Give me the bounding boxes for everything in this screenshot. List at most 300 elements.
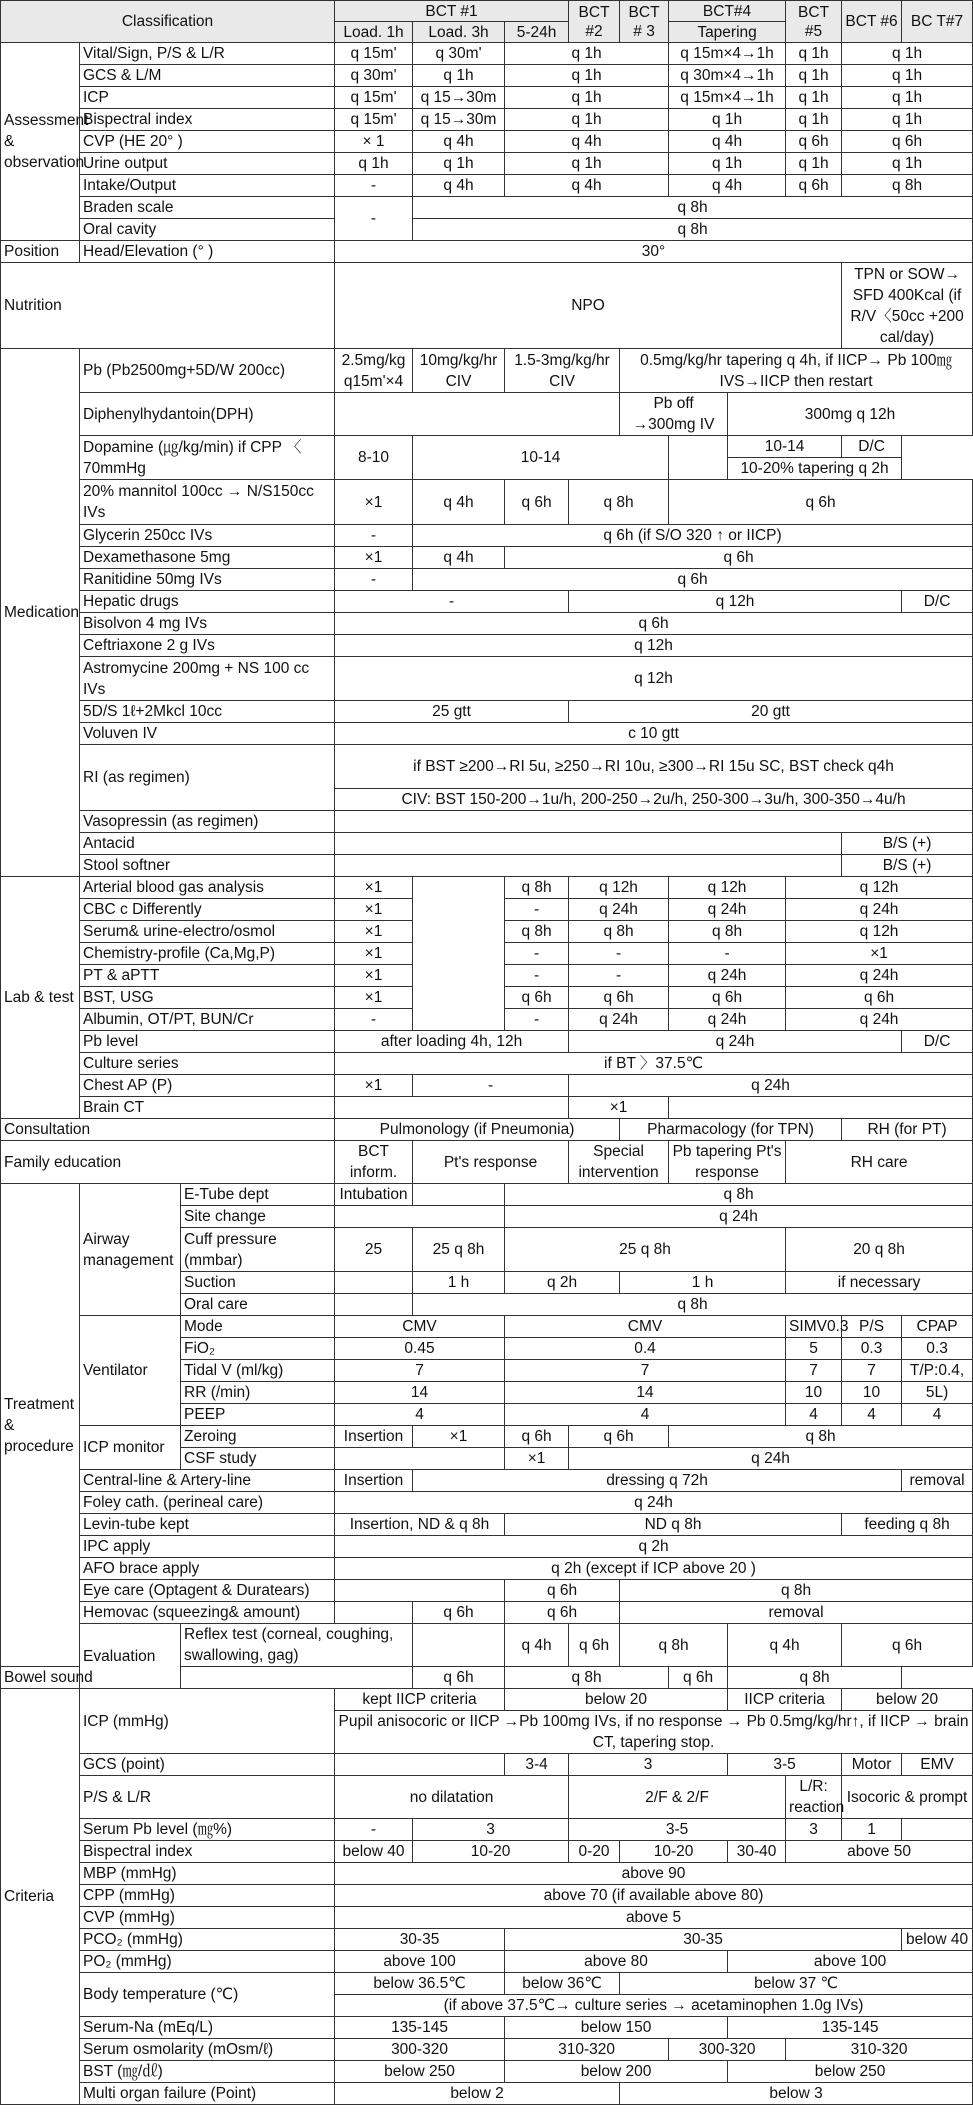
table-row <box>1 1863 973 1885</box>
value-cell: q 8h <box>620 1580 973 1602</box>
table-row <box>1 723 973 745</box>
value-cell: - <box>335 569 413 591</box>
value-cell: below 20 <box>505 1689 728 1711</box>
value-cell: 10-14 <box>413 436 669 480</box>
value-cell: 0.5mg/kg/hr tapering q 4h, if IICP→ Pb 100㎎ IVS→IICP then restart <box>620 349 973 393</box>
value-cell: D/C <box>842 436 902 458</box>
value-cell: q 4h <box>669 131 786 153</box>
value-cell: q 8h <box>413 219 973 241</box>
section-label: Lab & test <box>1 877 80 1119</box>
value-cell: 3 <box>786 1819 842 1841</box>
table-row <box>1 1841 973 1863</box>
value-cell <box>413 877 505 1031</box>
table-row <box>1 1470 973 1492</box>
value-cell <box>335 811 973 833</box>
value-cell: Motor <box>842 1754 902 1776</box>
table-row <box>1 1580 973 1602</box>
table-row <box>1 613 973 635</box>
table-row <box>1 197 973 219</box>
value-cell: c 10 gtt <box>335 723 973 745</box>
header-bct3: BCT # 3 <box>620 1 669 43</box>
row-label: Pb level <box>80 1031 335 1053</box>
value-cell: q 24h <box>335 1492 973 1514</box>
value-cell: 5 <box>786 1338 842 1360</box>
row-label: Astromycine 200mg + NS 100 cc IVs <box>80 657 335 701</box>
value-cell: above 80 <box>505 1951 728 1973</box>
value-cell: q 1h <box>842 153 973 175</box>
value-cell: Pulmonology (if Pneumonia) <box>335 1119 620 1141</box>
row-label: Suction <box>181 1272 335 1294</box>
value-cell: q 24h <box>505 1206 973 1228</box>
value-cell: q 1h <box>786 43 842 65</box>
value-cell: 0.3 <box>902 1338 973 1360</box>
section-label: Family education <box>1 1141 335 1184</box>
value-cell: q 4h <box>505 175 669 197</box>
table-row <box>1 1754 973 1776</box>
value-cell: q 1h <box>505 65 669 87</box>
row-label: Body temperature (℃) <box>80 1973 335 2017</box>
value-cell: q 15→30m <box>413 87 505 109</box>
value-cell: q 4h <box>413 547 505 569</box>
value-cell: - <box>335 525 413 547</box>
row-label: Ranitidine 50mg IVs <box>80 569 335 591</box>
value-cell: 310-320 <box>505 2039 669 2061</box>
row-label: IPC apply <box>80 1536 335 1558</box>
row-label: 20% mannitol 100cc → N/S150cc IVs <box>80 480 335 525</box>
value-cell: q 2h <box>335 1536 973 1558</box>
header-bct1: BCT #1 <box>335 1 569 22</box>
value-cell: - <box>569 943 669 965</box>
value-cell: EMV <box>902 1754 973 1776</box>
value-cell <box>335 1602 413 1624</box>
value-cell: q 6h <box>505 987 569 1009</box>
row-label: PT & aPTT <box>80 965 335 987</box>
value-cell: - <box>413 1075 569 1097</box>
value-cell: 7 <box>786 1360 842 1382</box>
value-cell: L/R: reaction <box>786 1776 842 1819</box>
value-cell: BCT inform. <box>335 1141 413 1184</box>
value-cell: q 6h <box>505 480 569 525</box>
row-label: ICP <box>80 87 335 109</box>
header-tapering: Tapering <box>669 22 786 43</box>
row-label: Vital/Sign, P/S & L/R <box>80 43 335 65</box>
value-cell: q 1h <box>335 153 413 175</box>
value-cell: after loading 4h, 12h <box>335 1031 569 1053</box>
value-cell: 7 <box>335 1360 505 1382</box>
value-cell: - <box>505 965 569 987</box>
table-row <box>1 1141 973 1184</box>
value-cell: if necessary <box>786 1272 973 1294</box>
row-label: PCO₂ (mmHg) <box>80 1929 335 1951</box>
header-bct4: BCT#4 <box>669 1 786 22</box>
table-row <box>1 591 973 613</box>
table-row <box>1 393 973 436</box>
value-cell: q 6h <box>505 1426 569 1448</box>
table-row <box>1 219 973 241</box>
value-cell: RH (for PT) <box>842 1119 973 1141</box>
row-label: CVP (HE 20° ) <box>80 131 335 153</box>
row-label: CPP (mmHg) <box>80 1885 335 1907</box>
table-row <box>1 1558 973 1580</box>
value-cell: D/C <box>902 591 973 613</box>
value-cell: q 12h <box>669 877 786 899</box>
table-row <box>1 241 973 263</box>
value-cell: q 1h <box>786 65 842 87</box>
value-cell: CMV <box>335 1316 505 1338</box>
value-cell: q 8h <box>505 877 569 899</box>
table-row <box>1 1624 973 1667</box>
row-label: BST, USG <box>80 987 335 1009</box>
value-cell <box>335 855 842 877</box>
value-cell: q 24h <box>569 1009 669 1031</box>
row-label: Brain CT <box>80 1097 335 1119</box>
value-cell: kept IICP criteria <box>335 1689 505 1711</box>
table-row <box>1 547 973 569</box>
value-cell: q 15→30m <box>413 109 505 131</box>
section-label: Criteria <box>1 1689 80 2105</box>
value-cell: q 1h <box>786 109 842 131</box>
header-bct7: BC T#7 <box>902 1 973 43</box>
table-row <box>1 1689 973 1711</box>
value-cell: q 8h <box>413 197 973 219</box>
table-row <box>1 1602 973 1624</box>
value-cell: (if above 37.5℃→ culture series → acetaminophen 1.0g IVs) <box>335 1995 973 2017</box>
row-label: Chemistry-profile (Ca,Mg,P) <box>80 943 335 965</box>
value-cell: q 24h <box>786 1009 973 1031</box>
group-label: Airway management <box>80 1184 181 1316</box>
value-cell: ×1 <box>335 921 413 943</box>
value-cell: - <box>335 197 413 241</box>
value-cell: CMV <box>505 1316 786 1338</box>
value-cell: removal <box>620 1602 973 1624</box>
value-cell: ×1 <box>505 1448 569 1470</box>
section-label: Assessment & observation <box>1 43 80 241</box>
value-cell: ×1 <box>786 943 973 965</box>
value-cell: below 2 <box>335 2083 620 2105</box>
value-cell: feeding q 8h <box>842 1514 973 1536</box>
row-label: BST (㎎/㎗) <box>80 2061 335 2083</box>
value-cell: 25 q 8h <box>505 1228 786 1272</box>
row-label: Bowel sound <box>1 1667 181 1689</box>
value-cell: q 15m' <box>335 43 413 65</box>
value-cell: q 6h <box>505 547 973 569</box>
value-cell: q 1h <box>842 65 973 87</box>
header-bct5: BCT #5 <box>786 1 842 43</box>
value-cell: 30-35 <box>335 1929 505 1951</box>
value-cell: q 6h <box>505 1580 620 1602</box>
value-cell: q 6h <box>786 987 973 1009</box>
value-cell: ×1 <box>335 877 413 899</box>
value-cell <box>413 1624 505 1667</box>
value-cell: 25 gtt <box>335 701 569 723</box>
row-label: CBC c Differently <box>80 899 335 921</box>
value-cell: 2.5mg/kg q15m'×4 <box>335 349 413 393</box>
value-cell <box>335 393 620 436</box>
value-cell: × 1 <box>335 131 413 153</box>
value-cell: 0-20 <box>569 1841 620 1863</box>
value-cell: 10 <box>842 1382 902 1404</box>
value-cell: 0.45 <box>335 1338 505 1360</box>
value-cell: q 1h <box>842 43 973 65</box>
value-cell <box>669 436 728 480</box>
table-row <box>1 2083 973 2105</box>
row-label: PO₂ (mmHg) <box>80 1951 335 1973</box>
value-cell: 3-4 <box>505 1754 569 1776</box>
table-row <box>1 811 973 833</box>
table-row <box>1 1316 973 1338</box>
value-cell: 7 <box>842 1360 902 1382</box>
value-cell: - <box>505 1009 569 1031</box>
value-cell: Insertion, ND & q 8h <box>335 1514 505 1536</box>
value-cell: below 20 <box>842 1689 973 1711</box>
table-row <box>1 1 973 22</box>
value-cell: below 37 ℃ <box>620 1973 973 1995</box>
value-cell: 10mg/kg/hr CIV <box>413 349 505 393</box>
row-label: Ceftriaxone 2 g IVs <box>80 635 335 657</box>
value-cell: ×1 <box>569 1097 669 1119</box>
table-row <box>1 1536 973 1558</box>
value-cell: q 6h <box>413 1602 505 1624</box>
table-row <box>1 349 973 393</box>
row-label: FiO₂ <box>181 1338 335 1360</box>
value-cell <box>335 1272 413 1294</box>
value-cell: q 24h <box>786 965 973 987</box>
value-cell: q 30m' <box>413 43 505 65</box>
value-cell: IICP criteria <box>728 1689 842 1711</box>
value-cell: below 3 <box>620 2083 973 2105</box>
value-cell: dressing q 72h <box>413 1470 902 1492</box>
value-cell: below 36℃ <box>505 1973 620 1995</box>
row-label: Culture series <box>80 1053 335 1075</box>
value-cell: 4 <box>786 1404 842 1426</box>
table-row <box>1 1053 973 1075</box>
value-cell: 300mg q 12h <box>728 393 973 436</box>
value-cell: q 8h <box>413 1294 973 1316</box>
header-bct6: BCT #6 <box>842 1 902 43</box>
header-classification: Classification <box>1 1 335 43</box>
value-cell: q 24h <box>669 1009 786 1031</box>
value-cell: 1 h <box>620 1272 786 1294</box>
value-cell: q 6h (if S/O 320 ↑ or IICP) <box>413 525 973 547</box>
value-cell: below 200 <box>505 2061 728 2083</box>
value-cell: q 1h <box>413 65 505 87</box>
row-label: 5D/S 1ℓ+2Mkcl 10cc <box>80 701 335 723</box>
value-cell: q 8h <box>620 1624 728 1667</box>
table-row <box>1 175 973 197</box>
value-cell: ×1 <box>413 1426 505 1448</box>
value-cell: q 6h <box>786 131 842 153</box>
group-label: ICP monitor <box>80 1426 181 1470</box>
row-label: RI (as regimen) <box>80 745 335 811</box>
table-row <box>1 569 973 591</box>
section-label: Consultation <box>1 1119 335 1141</box>
row-label: Diphenylhydantoin(DPH) <box>80 393 335 436</box>
table-row <box>1 480 973 525</box>
table-row <box>1 263 973 349</box>
table-row <box>1 153 973 175</box>
value-cell: 10-20% tapering q 2h <box>728 458 902 480</box>
row-label: CVP (mmHg) <box>80 1907 335 1929</box>
table-row <box>1 1885 973 1907</box>
value-cell: 0.4 <box>505 1338 786 1360</box>
value-cell: CIV: BST 150-200→1u/h, 200-250→2u/h, 250-300→3u/h, 300-350→4u/h <box>335 789 973 811</box>
table-row <box>1 2039 973 2061</box>
value-cell: q 4h <box>728 1624 842 1667</box>
row-label: Central-line & Artery-line <box>80 1470 335 1492</box>
value-cell: Special intervention <box>569 1141 669 1184</box>
value-cell: B/S (+) <box>842 833 973 855</box>
value-cell <box>335 1754 505 1776</box>
header-load-1h: Load. 1h <box>335 22 413 43</box>
row-label: Chest AP (P) <box>80 1075 335 1097</box>
section-label: Nutrition <box>1 263 335 349</box>
row-label: Serum-Na (mEq/L) <box>80 2017 335 2039</box>
row-label: Tidal V (ml/kg) <box>181 1360 335 1382</box>
row-label: PEEP <box>181 1404 335 1426</box>
table-row <box>1 1907 973 1929</box>
value-cell: below 150 <box>505 2017 728 2039</box>
table-row <box>1 657 973 701</box>
value-cell <box>335 1448 505 1470</box>
value-cell: RH care <box>786 1141 973 1184</box>
value-cell: q 24h <box>569 1075 973 1097</box>
value-cell: 3 <box>413 1819 569 1841</box>
table-row <box>1 1184 973 1206</box>
value-cell: q 1h <box>413 153 505 175</box>
value-cell: CPAP <box>902 1316 973 1338</box>
value-cell: q 4h <box>413 175 505 197</box>
value-cell <box>335 1097 569 1119</box>
row-label: Eye care (Optagent & Duratears) <box>80 1580 335 1602</box>
value-cell: q 1h <box>842 109 973 131</box>
value-cell: q 12h <box>786 921 973 943</box>
row-label: Cuff pressure (mmbar) <box>181 1228 335 1272</box>
value-cell: 4 <box>842 1404 902 1426</box>
value-cell: Insertion <box>335 1470 413 1492</box>
value-cell: q 6h <box>842 131 973 153</box>
row-label: Dopamine (㎍/kg/min) if CPP 〈 70mmHg <box>80 436 335 480</box>
value-cell: q 6h <box>335 613 973 635</box>
table-row <box>1 43 973 65</box>
value-cell: below 250 <box>728 2061 973 2083</box>
value-cell: q 6h <box>569 987 669 1009</box>
row-label: Hepatic drugs <box>80 591 335 613</box>
value-cell: 14 <box>505 1382 786 1404</box>
row-label: E-Tube dept <box>181 1184 335 1206</box>
value-cell: - <box>505 899 569 921</box>
table-row <box>1 2017 973 2039</box>
table-row <box>1 1973 973 1995</box>
section-label: Medication <box>1 349 80 877</box>
value-cell: q 30m×4→1h <box>669 65 786 87</box>
value-cell: below 40 <box>902 1929 973 1951</box>
value-cell: ×1 <box>335 899 413 921</box>
value-cell: q 24h <box>569 1031 902 1053</box>
value-cell: 10-20 <box>413 1841 569 1863</box>
value-cell: 2/F & 2/F <box>569 1776 786 1819</box>
table-row <box>1 525 973 547</box>
value-cell: q 1h <box>786 153 842 175</box>
table-row <box>1 2061 973 2083</box>
value-cell <box>335 1206 505 1228</box>
row-label: Zeroing <box>181 1426 335 1448</box>
row-label: Hemovac (squeezing& amount) <box>80 1602 335 1624</box>
value-cell: below 250 <box>335 2061 505 2083</box>
value-cell: q 1h <box>505 43 669 65</box>
row-label: AFO brace apply <box>80 1558 335 1580</box>
value-cell: 4 <box>902 1404 973 1426</box>
value-cell: q 4h <box>413 131 505 153</box>
table-row <box>1 131 973 153</box>
value-cell: - <box>505 943 569 965</box>
row-label: Oral care <box>181 1294 335 1316</box>
section-label: Evaluation <box>80 1624 181 1689</box>
value-cell: 0.3 <box>842 1338 902 1360</box>
value-cell: 135-145 <box>335 2017 505 2039</box>
table-row <box>1 1426 973 1448</box>
value-cell: 30-40 <box>728 1841 786 1863</box>
row-label: ICP (mmHg) <box>80 1689 335 1754</box>
value-cell: 20 gtt <box>569 701 973 723</box>
value-cell: q 1h <box>505 153 669 175</box>
value-cell: 10-14 <box>728 436 842 458</box>
value-cell: q 1h <box>505 87 669 109</box>
value-cell: q 1h <box>842 87 973 109</box>
value-cell: above 100 <box>728 1951 973 1973</box>
value-cell: q 4h <box>413 480 505 525</box>
value-cell: 300-320 <box>335 2039 505 2061</box>
value-cell: q 24h <box>569 1448 973 1470</box>
value-cell: q 6h <box>413 569 973 591</box>
value-cell: q 1h <box>786 87 842 109</box>
value-cell: TPN or SOW→ SFD 400Kcal (if R/V〈50cc +200 cal/day) <box>842 263 973 349</box>
value-cell <box>335 833 842 855</box>
table-row <box>1 1492 973 1514</box>
value-cell: 300-320 <box>669 2039 786 2061</box>
value-cell: below 40 <box>335 1841 413 1863</box>
value-cell: above 100 <box>335 1951 505 1973</box>
row-label: Pb (Pb2500mg+5D/W 200cc) <box>80 349 335 393</box>
value-cell: q 12h <box>335 635 973 657</box>
value-cell <box>669 1097 973 1119</box>
row-label: CSF study <box>181 1448 335 1470</box>
row-label: Arterial blood gas analysis <box>80 877 335 899</box>
row-label: Vasopressin (as regimen) <box>80 811 335 833</box>
value-cell: 7 <box>505 1360 786 1382</box>
row-label: Urine output <box>80 153 335 175</box>
table-row <box>1 833 973 855</box>
value-cell: 30° <box>335 241 973 263</box>
value-cell: q 8h <box>505 1184 973 1206</box>
table-row <box>1 855 973 877</box>
value-cell: above 50 <box>786 1841 973 1863</box>
value-cell: q 4h <box>505 131 669 153</box>
row-label: Antacid <box>80 833 335 855</box>
row-label: Mode <box>181 1316 335 1338</box>
table-row <box>1 701 973 723</box>
value-cell: q 8h <box>505 1667 669 1689</box>
row-label: GCS & L/M <box>80 65 335 87</box>
value-cell: 25 <box>335 1228 413 1272</box>
value-cell: q 6h <box>413 1667 505 1689</box>
value-cell: 1 <box>842 1819 902 1841</box>
value-cell: 3-5 <box>569 1819 786 1841</box>
value-cell: D/C <box>902 1031 973 1053</box>
row-label: Foley cath. (perineal care) <box>80 1492 335 1514</box>
table-row <box>1 877 973 899</box>
row-label: Voluven IV <box>80 723 335 745</box>
value-cell <box>413 1184 505 1206</box>
